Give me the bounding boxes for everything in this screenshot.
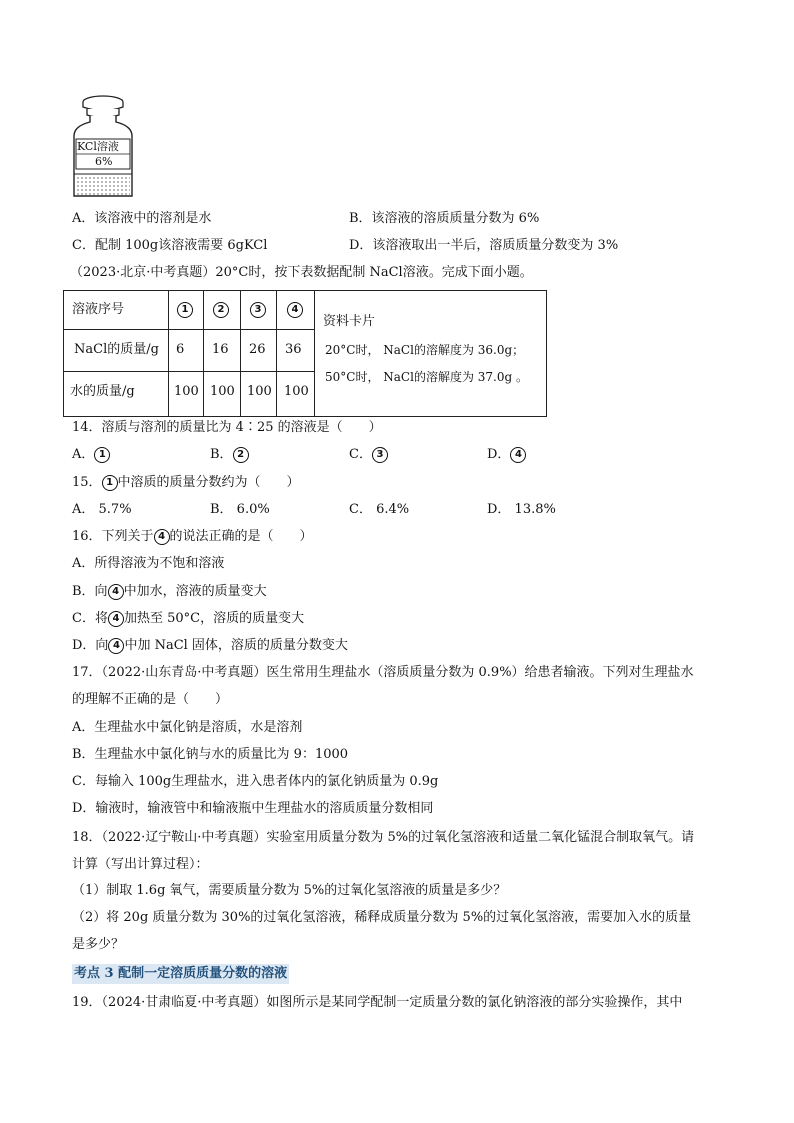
solution-mark-4: 4	[510, 447, 526, 463]
water-value-3: 100	[247, 384, 272, 399]
solution-mark-4: 4	[108, 584, 124, 600]
q17-option-a: A．生理盐水中氯化钠是溶质，水是溶剂	[72, 720, 303, 735]
col-mark-3: 3	[250, 302, 266, 318]
q13-option-d: D．该溶液取出一半后，溶质质量分数变为 3%	[349, 238, 619, 253]
bottle-label-concentration: 6%	[95, 155, 113, 168]
q13-option-a: A．该溶液中的溶剂是水	[72, 211, 212, 226]
q14-option-d: D． 4	[487, 445, 526, 465]
q14-option-c: C． 3	[349, 445, 388, 465]
q18-part-1: （1）制取 1.6g 氧气，需要质量分数为 5%的过氧化氢溶液的质量是多少？	[72, 883, 507, 898]
q16-option-a: A．所得溶液为不饱和溶液	[72, 556, 225, 571]
q17-stem-line-1: 17．（2022·山东青岛·中考真题）医生常用生理盐水（溶质质量分数为 0.9%）给患者输液。下列对生理盐水	[72, 665, 694, 680]
info-card-line-2: 50°C时， NaCl的溶解度为 37.0g 。	[325, 370, 528, 384]
solution-mark-2: 2	[233, 447, 249, 463]
q17-stem-line-2: 的理解不正确的是（ ）	[72, 692, 229, 707]
bottle-label-name: KCl溶液	[77, 140, 119, 153]
water-value-1: 100	[174, 384, 199, 399]
solution-mark-4: 4	[108, 611, 124, 627]
q15-option-b: B． 6.0%	[210, 502, 270, 517]
q15-option-d: D． 13.8%	[487, 502, 556, 517]
nacl-data-table	[63, 290, 547, 417]
row-label-water-mass: 水的质量/g	[70, 384, 135, 399]
q18-stem-line-1: 18．（2022·辽宁鞍山·中考真题）实验室用质量分数为 5%的过氧化氢溶液和适量二氧化锰混合制取氧气。请	[72, 830, 695, 845]
q15-stem: 15． 1 中溶质的质量分数约为（ ）	[72, 475, 300, 490]
water-value-4: 100	[284, 384, 309, 399]
q17-option-b: B．生理盐水中氯化钠与水的质量比为 9：1000	[72, 747, 349, 762]
nacl-value-2: 16	[212, 342, 229, 357]
col-mark-2: 2	[213, 302, 229, 318]
solution-mark-4: 4	[154, 529, 170, 545]
q13-option-b: B．该溶液的溶质质量分数为 6%	[349, 211, 540, 226]
col-mark-1: 1	[177, 302, 193, 318]
q19-stem: 19．（2024·甘肃临夏·中考真题）如图所示是某同学配制一定质量分数的氯化钠溶液的部分实验操作，其中	[72, 995, 683, 1010]
solution-mark-1: 1	[94, 447, 110, 463]
q14-option-a: A． 1	[72, 445, 110, 465]
nacl-value-3: 26	[249, 342, 266, 357]
section-heading: 考点 3 配制一定溶质质量分数的溶液	[72, 964, 289, 984]
q14-stem: 14．溶质与溶剂的质量比为 4∶25 的溶液是（ ）	[72, 420, 382, 435]
q17-option-c: C．每输入 100g生理盐水，进入患者体内的氯化钠质量为 0.9g	[72, 774, 439, 789]
q17-option-d: D．输液时，输液管中和输液瓶中生理盐水的溶质质量分数相同	[72, 801, 434, 816]
solution-mark-1: 1	[102, 475, 118, 491]
q16-option-c: C．将 4 加热至 50°C，溶质的质量变大	[72, 611, 305, 626]
q15-option-c: C． 6.4%	[349, 502, 410, 517]
q14-option-b: B． 2	[210, 445, 249, 465]
q16-option-b: B．向 4 中加水，溶液的质量变大	[72, 584, 267, 599]
col-mark-4: 4	[287, 302, 303, 318]
solution-mark-3: 3	[372, 447, 388, 463]
q18-stem-line-2: 计算（写出计算过程）：	[72, 857, 209, 872]
info-card-title: 资料卡片	[323, 314, 376, 329]
q15-option-a: A． 5.7%	[72, 502, 132, 517]
q16-option-d: D．向 4 中加 NaCl 固体，溶质的质量分数变大	[72, 638, 348, 653]
q16-stem: 16．下列关于 4 的说法正确的是（ ）	[72, 529, 313, 544]
row-label-nacl-mass: NaCl的质量/g	[74, 342, 159, 357]
nacl-value-1: 6	[176, 342, 185, 357]
solution-mark-4: 4	[108, 638, 124, 654]
row-label-solution-no: 溶液序号	[72, 302, 125, 317]
q13-option-c: C．配制 100g该溶液需要 6gKCl	[72, 238, 268, 253]
q18-part-2-line-2: 是多少？	[72, 937, 125, 952]
table-intro: （2023·北京·中考真题）20°C时，按下表数据配制 NaCl溶液。完成下面小题。	[70, 265, 533, 280]
q18-part-2-line-1: （2）将 20g 质量分数为 30%的过氧化氢溶液，稀释成质量分数为 5%的过氧化氢溶液，需要加入水的质量	[72, 910, 692, 925]
water-value-2: 100	[210, 384, 235, 399]
nacl-value-4: 36	[285, 342, 302, 357]
info-card-line-1: 20°C时， NaCl的溶解度为 36.0g；	[325, 343, 525, 357]
